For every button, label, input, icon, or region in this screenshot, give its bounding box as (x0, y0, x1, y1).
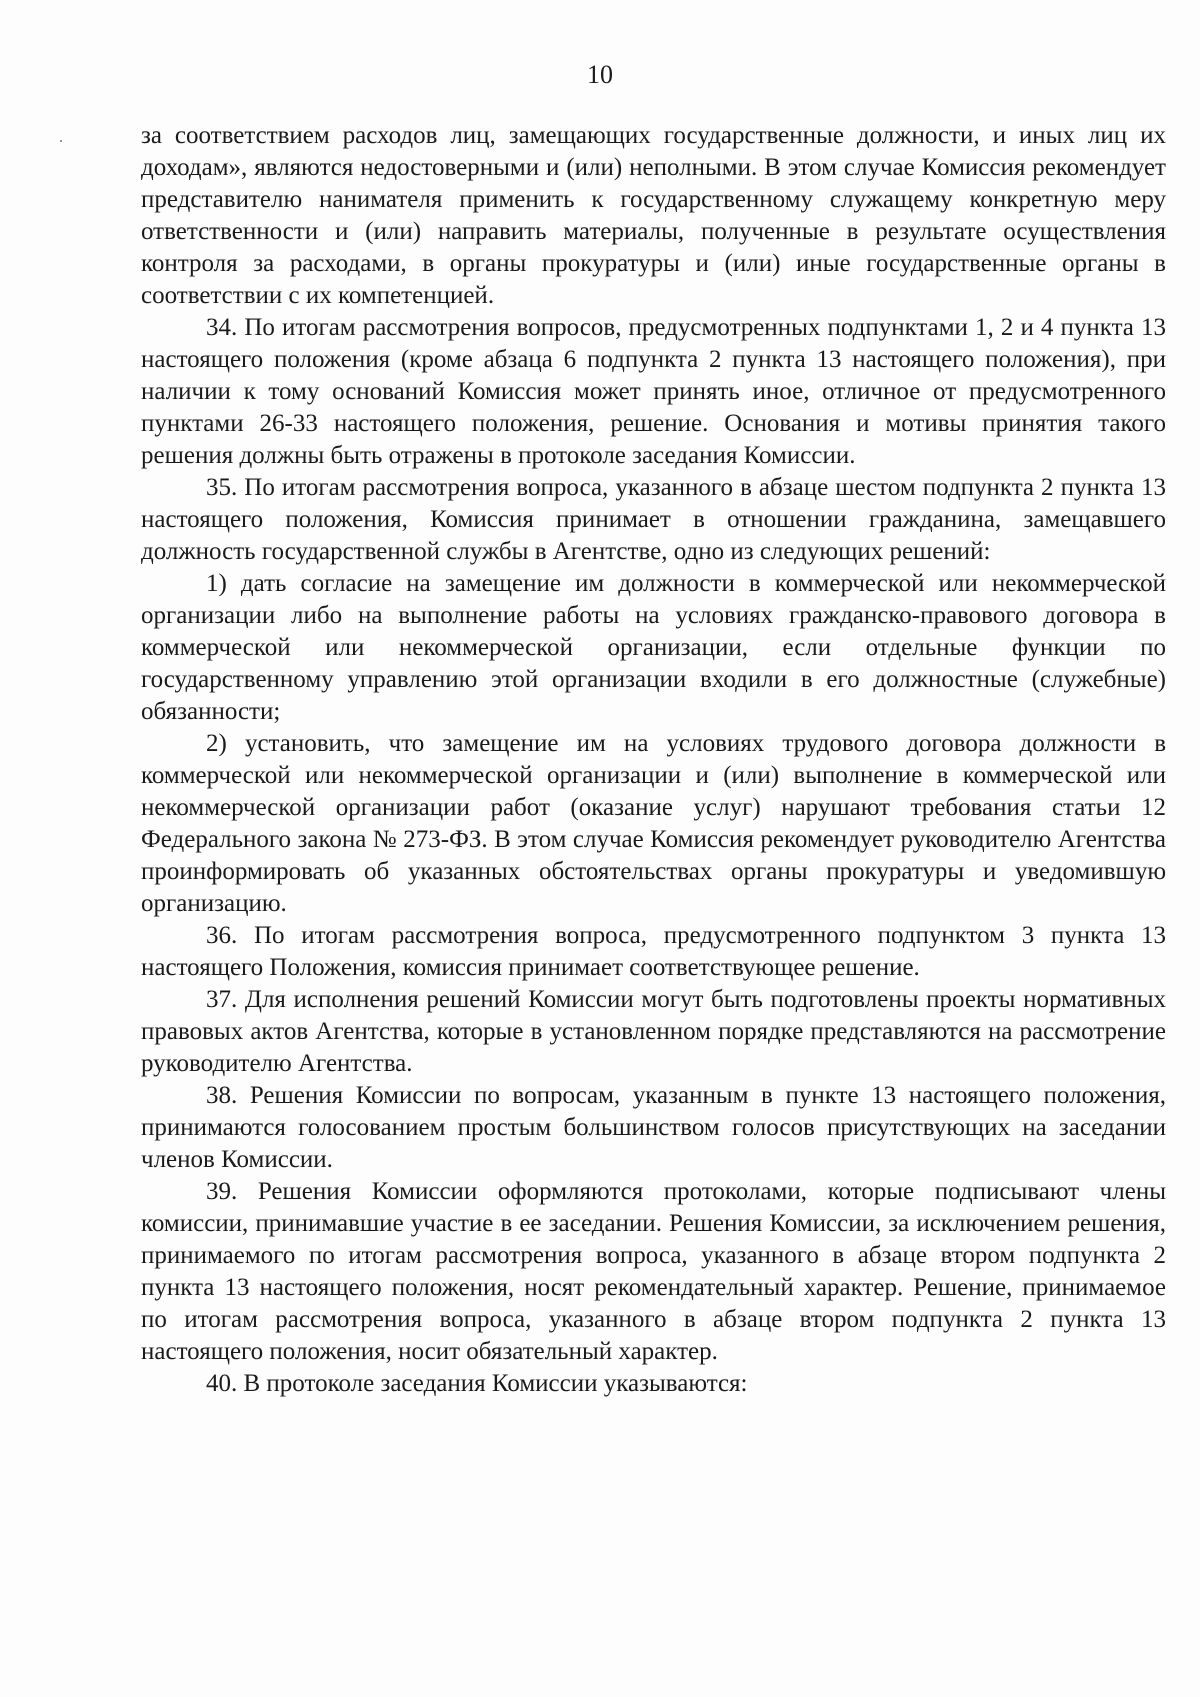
page-number: 10 (587, 60, 613, 89)
paragraph-33-continuation: за соответствием расходов лиц, замещающих государственные должности, и иных лиц их доходам», являются недостоверными и (или) неполными. В этом случае Комиссия рекомендует представителю нанимателя применить к государственному служащему конкретную меру ответственности и (или) направить материалы, полученные в результате осуществления контроля за расходами, в органы прокуратуры и (или) иные государственные органы в соответствии с их компетенцией. (141, 122, 1166, 309)
document-body (141, 120, 1166, 1400)
paragraph-34: 34. По итогам рассмотрения вопросов, предусмотренных подпунктами 1, 2 и 4 пункта 13 настоящего положения (кроме абзаца 6 подпункта 2 пункта 13 настоящего положения), при наличии к тому оснований Комиссия может принять иное, отличное от предусмотренного пунктами 26-33 настоящего положения, решение. Основания и мотивы принятия такого решения должны быть отражены в протоколе заседания Комиссии. (141, 314, 1166, 469)
paragraph-37: 37. Для исполнения решений Комиссии могут быть подготовлены проекты нормативных правовых актов Агентства, которые в установленном порядке представляются на рассмотрение руководителю Агентства. (141, 986, 1166, 1077)
paragraph-36: 36. По итогам рассмотрения вопроса, предусмотренного подпунктом 3 пункта 13 настоящего Положения, комиссия принимает соответствующее решение. (141, 922, 1166, 981)
paragraph-38: 38. Решения Комиссии по вопросам, указанным в пункте 13 настоящего положения, принимаются голосованием простым большинством голосов присутствующих на заседании членов Комиссии. (141, 1082, 1166, 1173)
paragraph-35-item-1: 1) дать согласие на замещение им должности в коммерческой или некоммерческой организации либо на выполнение работы на условиях гражданско-правового договора в коммерческой или некоммерческой организации, если отдельные функции по государственному управлению этой организации входили в его должностные (служебные) обязанности; (141, 570, 1166, 725)
paragraph-35-item-2: 2) установить, что замещение им на условиях трудового договора должности в коммерческой или некоммерческой организации и (или) выполнение в коммерческой или некоммерческой организации работ (оказание услуг) нарушают требования статьи 12 Федерального закона № 273-ФЗ. В этом случае Комиссия рекомендует руководителю Агентства проинформировать об указанных обстоятельствах органы прокуратуры и уведомившую организацию. (141, 730, 1166, 917)
paragraph-35: 35. По итогам рассмотрения вопроса, указанного в абзаце шестом подпункта 2 пункта 13 настоящего положения, Комиссия принимает в отношении гражданина, замещавшего должность государственной службы в Агентстве, одно из следующих решений: (141, 474, 1166, 565)
paragraph-40: 40. В протоколе заседания Комиссии указываются: (206, 1370, 748, 1397)
scan-artifact (60, 140, 62, 142)
paragraph-39: 39. Решения Комиссии оформляются протоколами, которые подписывают члены комиссии, принимавшие участие в ее заседании. Решения Комиссии, за исключением решения, принимаемого по итогам рассмотрения вопроса, указанного в абзаце втором подпункта 2 пункта 13 настоящего положения, носят рекомендательный характер. Решение, принимаемое по итогам рассмотрения вопроса, указанного в абзаце втором подпункта 2 пункта 13 настоящего положения, носит обязательный характер. (141, 1178, 1166, 1365)
